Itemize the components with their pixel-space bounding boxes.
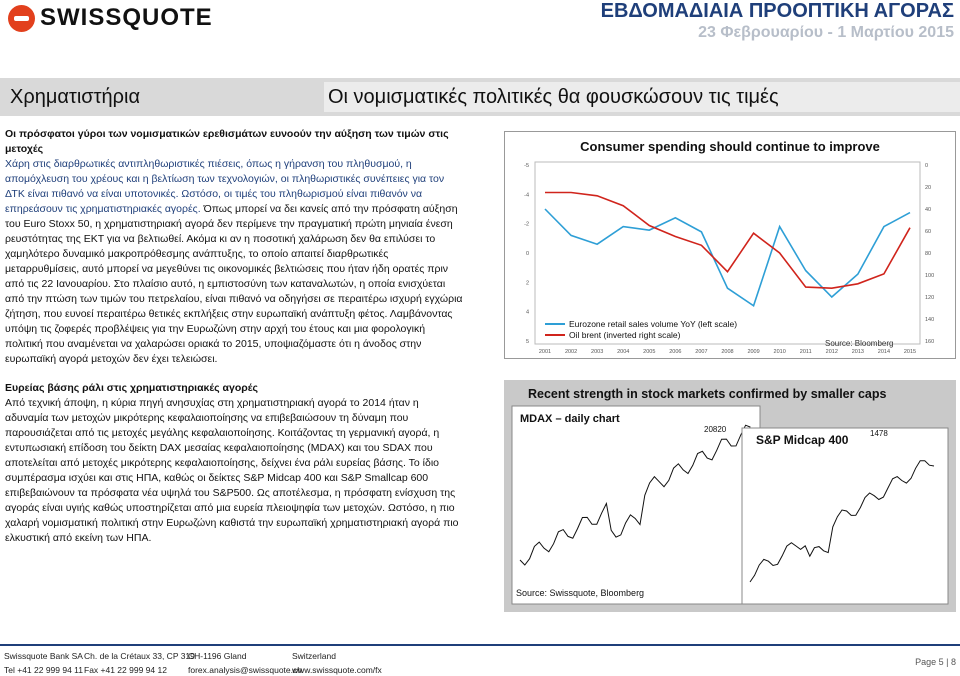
smaller-caps-chart: [504, 380, 956, 612]
y-right-tick-label: 20: [925, 185, 932, 191]
report-title: ΕΒΔΟΜΑΔΙΑΙΑ ΠΡΟΟΠΤΙΚΗ ΑΓΟΡΑΣ: [600, 0, 954, 22]
sp-midcap-panel-title: S&P Midcap 400: [756, 433, 849, 447]
footer-country: Switzerland: [292, 651, 336, 661]
y-right-tick-label: 120: [925, 295, 935, 301]
paragraph-2: Από τεχνική άποψη, η κύρια πηγή ανησυχίας στη χρηματιστηριακή αγορά το 2014 ήταν η αδυναμία των μετοχών μικρότερης κεφαλαιοποίησης να επιβεβαιώσουν τη δύναμη που παρουσιάζεται από τις μετοχές μεγάλης κεφαλαιοποίησης. Κοιτάζοντας τη γερμανική αγορά, η εντυπωσιακή επίδοση του δείκτη DAX μεσαίας κεφαλαιοποίησης (MDAX) και του SDAX που αποτελείται από μετοχές μικρότερης κεφαλαιοποίησης, δείχνει ένα ράλι ευρείας βάσης. Το ίδιο συμπέρασμα ισχύει και στις ΗΠΑ, καθώς οι δείκτες S&P Midcap 400 και S&P Smallcap 600 επιβεβαιώνουν τα πρόσφατα νέα υψηλά του S&P500. Ως αποτέλεσμα, η πρόσφατη ενίσχυση της αγοράς είναι υγιής καθώς υποστηρίζεται από μια ευρεία πλειοψηφία των μετοχών. Ωστόσο, η πιο χαλαρή νομισματική πολιτική στην Ευρωζώνη καθιστά την ευρωπαϊκή χρηματιστηριακή αγορά πιο ελκυστική από εκείνη των ΗΠΑ.: [5, 397, 459, 544]
x-tick-label: 2004: [617, 349, 630, 355]
sp-midcap-last-value: 1478: [870, 429, 888, 438]
x-tick-label: 2003: [591, 349, 604, 355]
y-right-tick-label: 160: [925, 339, 935, 345]
x-tick-label: 2002: [564, 349, 578, 355]
footer-rule: [0, 644, 960, 646]
x-tick-label: 2006: [669, 349, 682, 355]
mdax-last-value: 20820: [704, 425, 727, 434]
x-tick-label: 2015: [903, 349, 917, 355]
y-left-tick-label: 2: [525, 280, 529, 287]
mdax-panel-title: MDAX – daily chart: [520, 413, 620, 425]
x-tick-label: 2012: [825, 349, 838, 355]
legend-label-retail: Eurozone retail sales volume YoY (left scale): [569, 319, 738, 329]
section-name: Χρηματιστήρια: [10, 86, 141, 108]
chart-title: Consumer spending should continue to improve: [580, 139, 880, 154]
y-left-tick-label: -5: [524, 163, 529, 169]
y-right-tick-label: 100: [925, 273, 935, 279]
y-right-tick-label: 0: [925, 163, 929, 169]
x-tick-label: 2011: [799, 349, 812, 355]
y-right-tick-label: 80: [925, 251, 932, 257]
footer-bank: Swissquote Bank SA: [4, 651, 83, 661]
y-right-tick-label: 140: [925, 317, 935, 323]
x-tick-label: 2013: [851, 349, 864, 355]
series-retail-sales-line: [545, 209, 910, 306]
page-number: Page 5 | 8: [915, 657, 956, 667]
footer-website[interactable]: www.swissquote.com/fx: [292, 665, 382, 675]
x-tick-label: 2014: [877, 349, 891, 355]
swissquote-logo: [8, 4, 213, 32]
heading-monetary-stimulus: Οι πρόσφατοι γύροι των νομισματικών ερεθισμάτων ευνοούν την αύξηση των τιμών στις μετοχές: [5, 128, 449, 155]
sp-midcap-panel: [742, 428, 948, 604]
chart-source: Source: Bloomberg: [825, 339, 894, 348]
footer-col-2: [84, 649, 195, 676]
y-left-tick-label: -4: [524, 192, 529, 199]
paragraph-1-rest: Όπως μπορεί να δει κανείς από την πρόσφατη αύξηση του Euro Stoxx 50, η χρηματιστηριακή αγορά δεν περίμενε την πραγματική πρώτη μηνιαία ένεση ρευστότητας της ΕΚΤ για να βελτιωθεί. Ακόμα κι αν η ποσοτική χαλάρωση δεν θα επιλύσει το χαμηλότερο δυναμικό μακροπρόθεσμης ανάπτυξης, το οποίο απαιτεί διαρθρωτικές μεταρρυθμίσεις, αυτό μπορεί να μεγεθύνει τις οικονομικές βελτιώσεις που ήταν ήδη ορατές πριν από τις 22 Ιανουαρίου. Στο πλαίσιο αυτό, η εμπιστοσύνη των καταναλωτών, η οποία ενισχύεται από την πτώση των τιμών του πετρελαίου, είναι πιθανό να οδηγήσει σε περαιτέρω ισχυρή εγχώρια ζήτηση, που ευνοεί περαιτέρω θετικές εκπλήξεις στην ευρωπαϊκή ανάπτυξη φέτος. Λαμβάνοντας υπόψη τις ζοφερές προβλέψεις για την Ευρωζώνη στην αρχή του έτους και μια φορολογική πολιτική που αναμένεται να χαλαρώσει οριακά το 2015, υποψιαζόμαστε ότι η άνοδος στην ευρωπαϊκή αγορά μετοχών δεν έχει τελειώσει.: [5, 203, 463, 365]
footer-col-1: [4, 649, 83, 676]
chart-title: Recent strength in stock markets confirmed by smaller caps: [528, 387, 887, 401]
y-right-tick-label: 60: [925, 229, 932, 235]
series-oil-brent-line: [545, 193, 910, 289]
plot-frame: [535, 162, 920, 344]
heading-broad-rally: Ευρείας βάσης ράλι στις χρηματιστηριακές αγορές: [5, 382, 258, 394]
mdax-panel: [512, 406, 760, 604]
logo-text: SWISSQUOTE: [40, 4, 213, 31]
paragraph-1: [5, 157, 463, 367]
headline: Οι νομισματικές πολιτικές θα φουσκώσουν τις τιμές: [328, 86, 779, 108]
x-tick-label: 2007: [695, 349, 708, 355]
y-right-tick-label: 40: [925, 207, 932, 213]
footer-col-4: [292, 649, 382, 676]
footer-address: Ch. de la Crétaux 33, CP 319: [84, 651, 195, 661]
article-body: [5, 127, 463, 546]
footer-col-3: [188, 649, 302, 676]
footer-city: CH-1196 Gland: [188, 651, 247, 661]
footer-tel: Tel +41 22 999 94 11: [4, 665, 84, 675]
consumer-spending-svg: [505, 132, 955, 358]
legend-label-oil: Oil brent (inverted right scale): [569, 330, 681, 340]
y-left-tick-label: 5: [525, 339, 529, 345]
y-left-tick-label: 0: [525, 251, 529, 257]
x-tick-label: 2009: [747, 349, 760, 355]
headline-box: [324, 82, 960, 112]
x-tick-label: 2008: [721, 349, 734, 355]
footer-email[interactable]: forex.analysis@swissquote.ch: [188, 665, 302, 675]
page-header: [0, 0, 960, 46]
smaller-caps-svg: [504, 380, 956, 612]
chart-source: Source: Swissquote, Bloomberg: [516, 588, 645, 598]
report-date: 23 Φεβρουαρίου - 1 Μαρτίου 2015: [698, 24, 954, 41]
section-banner: [0, 78, 960, 116]
consumer-spending-chart: [504, 131, 956, 359]
x-tick-label: 2010: [773, 349, 786, 355]
x-tick-label: 2005: [643, 349, 656, 355]
logo-mark-icon: [8, 5, 35, 32]
y-left-tick-label: -2: [524, 221, 529, 228]
y-left-tick-label: 4: [525, 309, 529, 316]
x-tick-label: 2001: [538, 349, 552, 355]
paragraph-1-lead: Χάρη στις διαρθρωτικές αντιπληθωριστικές πιέσεις, όπως η γήρανση του πληθυσμού, η απομόχλευση του χρέους και η βελτίωση των τεχνολογιών, οι πληθωριστικές συνέπειες για τον ΔΤΚ είναι πιθανό να είναι υποτονικές. Ωστόσο, οι τιμές του πληθωρισμού είναι πιθανόν να επηρεάσουν τις χρηματιστηριακές αγορές.: [5, 158, 445, 215]
footer-fax: Fax +41 22 999 94 12: [84, 665, 167, 675]
